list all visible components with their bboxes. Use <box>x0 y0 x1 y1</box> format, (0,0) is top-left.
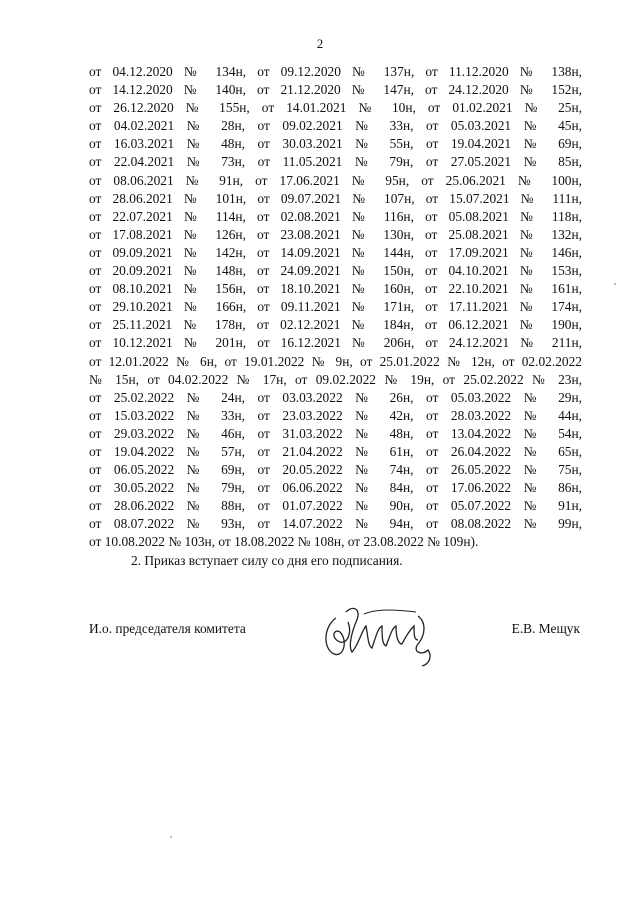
scan-speck <box>170 836 172 838</box>
order-list-line: от 17.08.2021 № 126н, от 23.08.2021 № 130н, от 25.08.2021 № 132н, <box>89 226 582 242</box>
order-list-line: от 26.12.2020 № 155н, от 14.01.2021 № 10н, от 01.02.2021 № 25н, <box>89 100 582 116</box>
order-list-line: от 14.12.2020 № 140н, от 21.12.2020 № 147н, от 24.12.2020 № 152н, <box>89 82 582 98</box>
order-list-line: от 10.12.2021 № 201н, от 16.12.2021 № 206н, от 24.12.2021 № 211н, <box>89 335 582 351</box>
order-list-line: от 30.05.2022 № 79н, от 06.06.2022 № 84н, от 17.06.2022 № 86н, <box>89 480 582 496</box>
order-list-line: от 08.06.2021 № 91н, от 17.06.2021 № 95н, от 25.06.2021 № 100н, <box>89 172 582 188</box>
order-list-line: от 08.10.2021 № 156н, от 18.10.2021 № 160н, от 22.10.2021 № 161н, <box>89 281 582 297</box>
order-list-line: от 28.06.2022 № 88н, от 01.07.2022 № 90н, от 05.07.2022 № 91н, <box>89 498 582 514</box>
order-list-line: от 22.04.2021 № 73н, от 11.05.2021 № 79н, от 27.05.2021 № 85н, <box>89 154 582 170</box>
order-list-line: от 20.09.2021 № 148н, от 24.09.2021 № 150н, от 04.10.2021 № 153н, <box>89 263 582 279</box>
order-list-line: от 06.05.2022 № 69н, от 20.05.2022 № 74н, от 26.05.2022 № 75н, <box>89 462 582 478</box>
page-number: 2 <box>316 36 324 51</box>
handwritten-signature <box>318 596 438 668</box>
order-list-line: от 08.07.2022 № 93н, от 14.07.2022 № 94н, от 08.08.2022 № 99н, <box>89 516 582 532</box>
order-list-line: от 09.09.2021 № 142н, от 14.09.2021 № 144н, от 17.09.2021 № 146н, <box>89 244 582 260</box>
order-list-line: от 10.08.2022 № 103н, от 18.08.2022 № 108н, от 23.08.2022 № 109н). <box>89 534 479 550</box>
order-list-line: от 29.03.2022 № 46н, от 31.03.2022 № 48н, от 13.04.2022 № 54н, <box>89 425 582 441</box>
order-list-line: от 16.03.2021 № 48н, от 30.03.2021 № 55н, от 19.04.2021 № 69н, <box>89 136 582 152</box>
order-list-line: от 15.03.2022 № 33н, от 23.03.2022 № 42н, от 28.03.2022 № 44н, <box>89 407 582 423</box>
order-list-line: от 04.02.2021 № 28н, от 09.02.2021 № 33н, от 05.03.2021 № 45н, <box>89 118 582 134</box>
signatory-name: Е.В. Мещук <box>511 621 580 636</box>
scan-speck <box>614 283 616 285</box>
order-list-line: от 25.02.2022 № 24н, от 03.03.2022 № 26н, от 05.03.2022 № 29н, <box>89 389 582 405</box>
order-list-line: от 28.06.2021 № 101н, от 09.07.2021 № 107н, от 15.07.2021 № 111н, <box>89 190 582 206</box>
clause-2: 2. Приказ вступает силу со дня его подписания. <box>131 553 403 568</box>
order-list-line: от 12.01.2022 № 6н, от 19.01.2022 № 9н, от 25.01.2022 № 12н, от 02.02.2022 <box>89 353 582 369</box>
order-list <box>89 63 582 552</box>
order-list-line: от 04.12.2020 № 134н, от 09.12.2020 № 137н, от 11.12.2020 № 138н, <box>89 64 582 79</box>
order-list-line: от 22.07.2021 № 114н, от 02.08.2021 № 116н, от 05.08.2021 № 118н, <box>89 208 582 224</box>
order-list-line: от 29.10.2021 № 166н, от 09.11.2021 № 171н, от 17.11.2021 № 174н, <box>89 299 582 315</box>
signatory-position: И.о. председателя комитета <box>89 621 246 636</box>
order-list-line: от 25.11.2021 № 178н, от 02.12.2021 № 184н, от 06.12.2021 № 190н, <box>89 317 582 333</box>
order-list-line: от 19.04.2022 № 57н, от 21.04.2022 № 61н, от 26.04.2022 № 65н, <box>89 443 582 459</box>
order-list-line: № 15н, от 04.02.2022 № 17н, от 09.02.2022 № 19н, от 25.02.2022 № 23н, <box>89 371 582 387</box>
